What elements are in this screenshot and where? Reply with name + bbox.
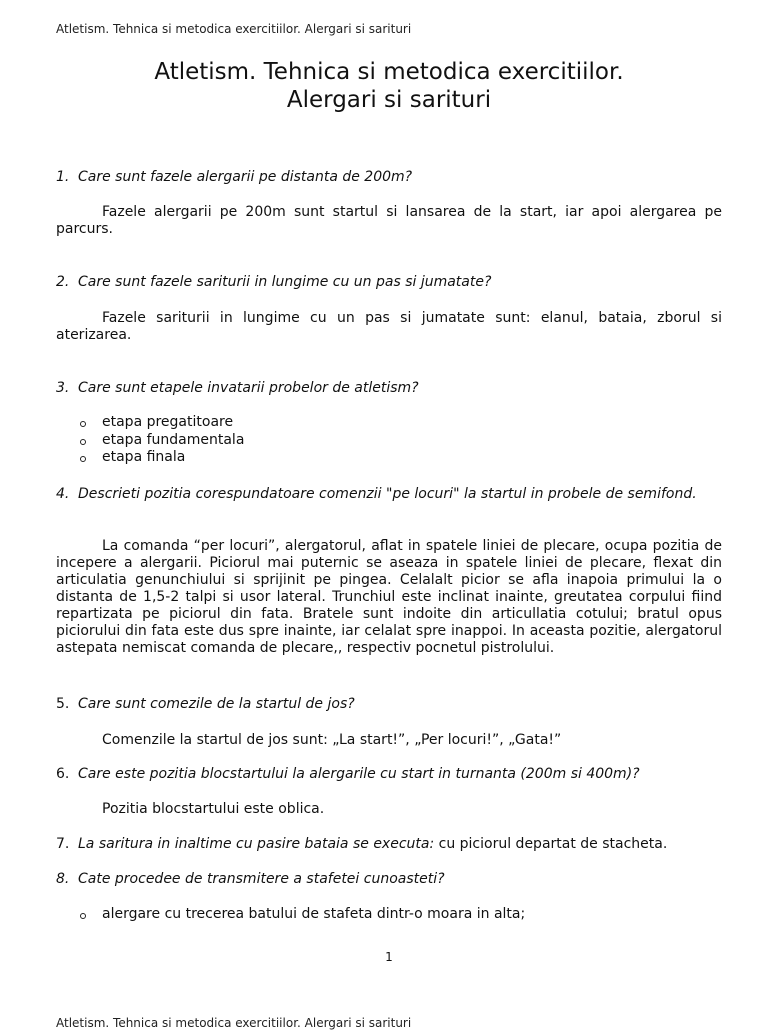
question-number: 5. (56, 696, 70, 712)
list-item: etapa pregatitoare (80, 414, 720, 432)
question-text: Descrieti pozitia corespundatoare comenzii "pe locuri" la startul in probele de semifond. (78, 486, 697, 502)
question-text: Care sunt fazele sariturii in lungime cu un pas si jumatate? (78, 274, 492, 290)
question-1 (56, 169, 722, 186)
circle-bullet-icon (80, 456, 86, 462)
question-text: Cate procedee de transmitere a stafetei cunoasteti? (78, 871, 445, 887)
question-6 (56, 766, 722, 783)
question-number: 2. (56, 274, 70, 290)
question-7 (56, 836, 722, 853)
question-answer: cu piciorul departat de stacheta. (434, 836, 668, 852)
answer-2: Fazele sariturii in lungime cu un pas si jumatate sunt: elanul, bataia, zborul si aterizarea. (56, 310, 722, 343)
question-number: 6. (56, 766, 70, 782)
question-2 (56, 274, 722, 291)
procedures-list (80, 906, 720, 924)
question-4 (56, 486, 722, 503)
question-text: Care sunt fazele alergarii pe distanta de 200m? (78, 169, 413, 185)
answer-1: Fazele alergarii pe 200m sunt startul si lansarea de la start, iar apoi alergarea pe parcurs. (56, 204, 722, 237)
question-5 (56, 696, 722, 713)
title-line-1: Atletism. Tehnica si metodica exercitiilor. (154, 59, 624, 85)
title-line-2: Alergari si sarituri (286, 87, 492, 113)
answer-4: La comanda “per locuri”, alergatorul, aflat in spatele liniei de plecare, ocupa pozitia de incepere a alergarii. Piciorul mai puternic se aseaza in spatele liniei de plecare, flexat din articulatia genunchiului si sprijinit pe pingea. Celalalt picior se afla inapoia primului la o distanta de 1,5-2 talpi si usor lateral. Trunchiul este inclinat inainte, greutatea corpului fiind repartizata pe piciorul din fata. Bratele sunt indoite din articullatia cotului; bratul opus piciorului din fata este dus spre inainte, iar celalat spre inappoi. In aceasta pozitie, alergatorul astepata nemiscat comanda de plecare,, respectiv pocnetul pistrolului. (56, 538, 722, 656)
list-item: alergare cu trecerea batului de stafeta dintr-o moara in alta; (80, 906, 720, 924)
question-8 (56, 871, 722, 888)
question-text: La saritura in inaltime cu pasire bataia se executa: (78, 836, 435, 852)
question-text: Care este pozitia blocstartului la alergarile cu start in turnanta (200m si 400m)? (78, 766, 640, 782)
question-number: 1. (56, 169, 70, 185)
answer-6: Pozitia blocstartului este oblica. (102, 801, 325, 817)
question-number: 3. (56, 380, 70, 396)
circle-bullet-icon (80, 913, 86, 919)
answer-5: Comenzile la startul de jos sunt: „La start!”, „Per locuri!”, „Gata!” (102, 732, 562, 748)
question-3 (56, 380, 722, 397)
circle-bullet-icon (80, 439, 86, 445)
question-text: Care sunt comezile de la startul de jos? (78, 696, 355, 712)
stages-list (80, 414, 720, 467)
question-number: 8. (56, 871, 70, 887)
list-item: etapa fundamentala (80, 432, 720, 450)
next-page-header: Atletism. Tehnica si metodica exercitiilor. Alergari si sarituri (56, 1016, 412, 1030)
circle-bullet-icon (80, 421, 86, 427)
list-item: etapa finala (80, 449, 720, 467)
running-header: Atletism. Tehnica si metodica exercitiilor. Alergari si sarituri (56, 22, 412, 36)
question-number: 4. (56, 486, 70, 502)
page-number: 1 (385, 950, 393, 964)
page-title (0, 58, 768, 114)
question-text: Care sunt etapele invatarii probelor de atletism? (78, 380, 419, 396)
question-number: 7. (56, 836, 70, 852)
